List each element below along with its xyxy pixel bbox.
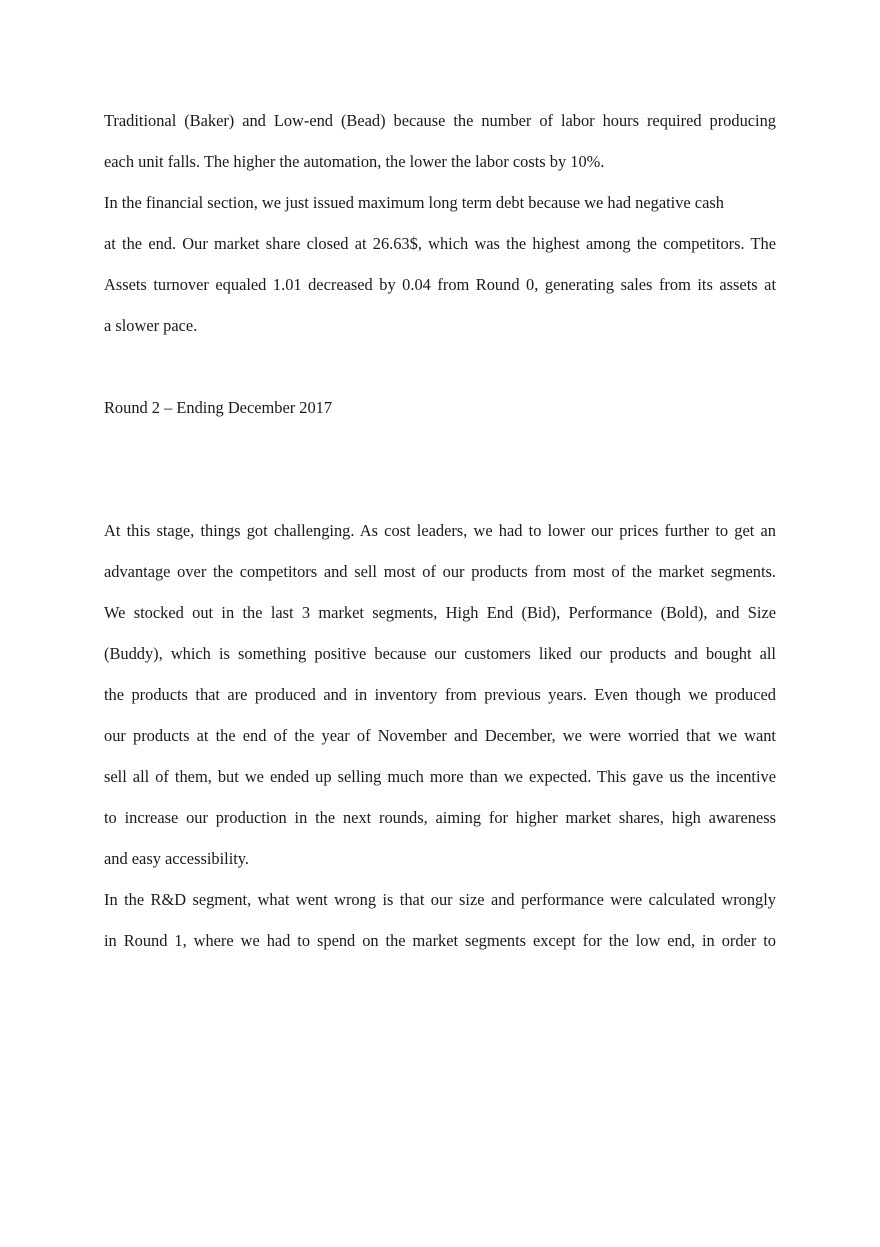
text-line: (Buddy), which is something positive because our customers liked our products and bought all xyxy=(104,644,776,663)
text-line: advantage over the competitors and sell most of our products from most of the market segments. xyxy=(104,562,776,581)
spacer xyxy=(104,346,776,387)
text-line: and easy accessibility. xyxy=(104,849,250,868)
paragraph-round-2 xyxy=(104,510,776,879)
text-line: Assets turnover equaled 1.01 decreased by 0.04 from Round 0, generating sales from its assets at xyxy=(104,275,776,294)
text-line: at the end. Our market share closed at 26.63$, which was the highest among the competitors. The xyxy=(104,234,776,253)
spacer xyxy=(104,428,776,510)
text-line: to increase our production in the next rounds, aiming for higher market shares, high awareness xyxy=(104,808,776,827)
text-line: in Round 1, where we had to spend on the market segments except for the low end, in order to xyxy=(104,931,776,950)
text-line: In the R&D segment, what went wrong is that our size and performance were calculated wrongly xyxy=(104,890,776,909)
document-page xyxy=(104,100,776,961)
text-line: At this stage, things got challenging. As cost leaders, we had to lower our prices further to get an xyxy=(104,521,776,540)
paragraph-financial xyxy=(104,182,776,346)
paragraph-automation xyxy=(104,100,776,182)
text-line: our products at the end of the year of November and December, we were worried that we want xyxy=(104,726,776,745)
text-line: a slower pace. xyxy=(104,316,198,335)
text-line: the products that are produced and in inventory from previous years. Even though we produced xyxy=(104,685,776,704)
text-line: In the financial section, we just issued maximum long term debt because we had negative cash xyxy=(104,193,724,212)
section-heading: Round 2 – Ending December 2017 xyxy=(104,398,333,417)
text-line: We stocked out in the last 3 market segments, High End (Bid), Performance (Bold), and Size xyxy=(104,603,776,622)
text-line: Traditional (Baker) and Low-end (Bead) because the number of labor hours required producing xyxy=(104,111,776,130)
text-line: sell all of them, but we ended up selling much more than we expected. This gave us the incentive xyxy=(104,767,776,786)
paragraph-rnd xyxy=(104,879,776,961)
text-line: each unit falls. The higher the automation, the lower the labor costs by 10%. xyxy=(104,152,605,171)
